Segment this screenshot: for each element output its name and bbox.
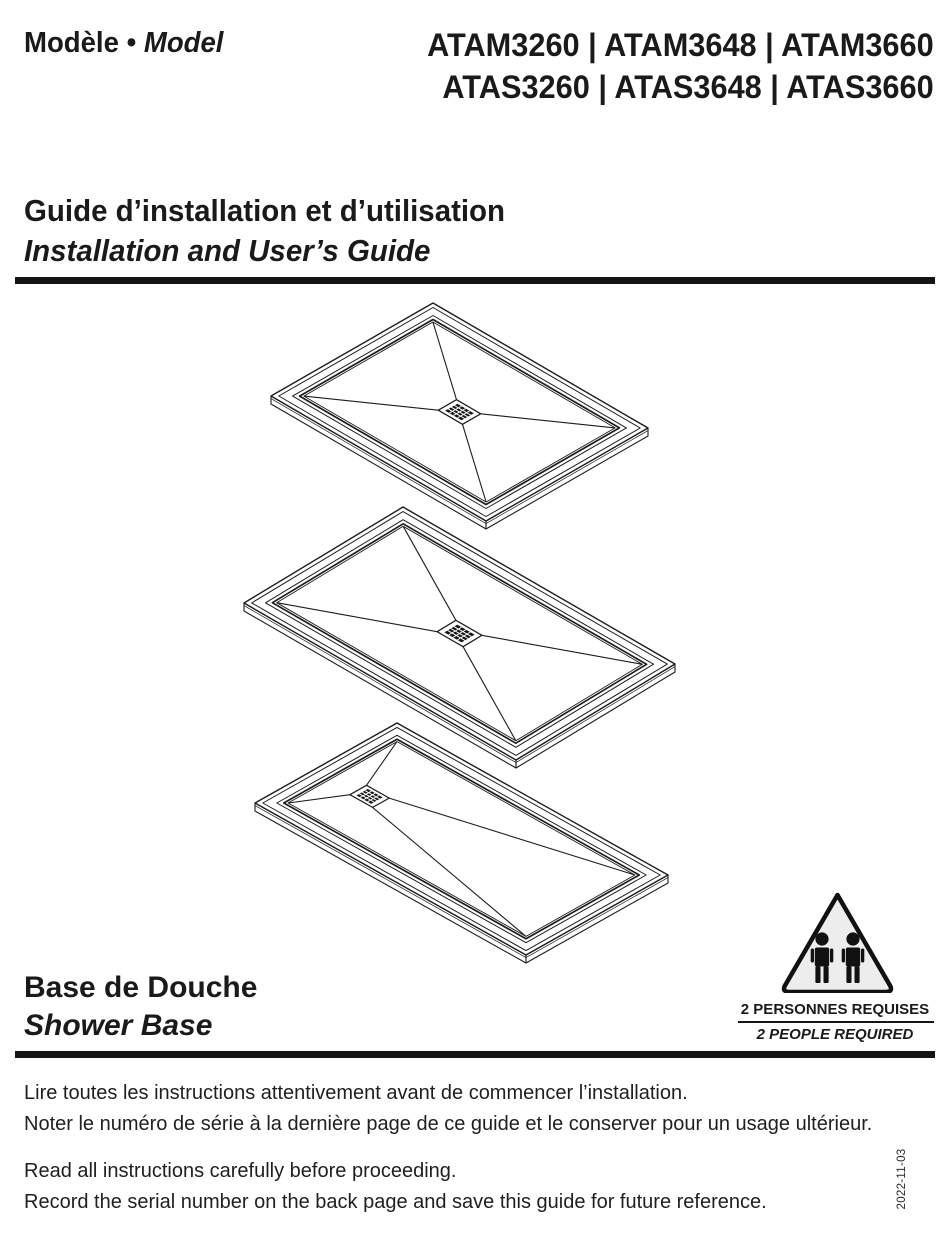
guide-title-en: Installation and User’s Guide bbox=[24, 233, 431, 268]
top-rule bbox=[15, 277, 935, 284]
model-label-fr: Modèle bbox=[24, 27, 119, 59]
caption-divider bbox=[738, 1021, 934, 1023]
model-label bbox=[24, 27, 223, 60]
instructions-fr bbox=[24, 1078, 872, 1140]
model-numbers-line2: ATAS3260 | ATAS3648 | ATAS3660 bbox=[442, 69, 934, 105]
instruction-fr-line2: Noter le numéro de série à la dernière page de ce guide et le conserver pour un usage ultérieur. bbox=[24, 1113, 873, 1135]
product-name bbox=[24, 969, 257, 1045]
instructions-en bbox=[24, 1156, 767, 1218]
shower-base-drawing-3 bbox=[255, 723, 668, 963]
instruction-en-line2: Record the serial number on the back page and save this guide for future reference. bbox=[24, 1191, 767, 1213]
model-numbers-line1: ATAM3260 | ATAM3648 | ATAM3660 bbox=[427, 27, 934, 63]
people-required-caption-fr: 2 PERSONNES REQUISES bbox=[740, 1001, 930, 1018]
product-name-fr: Base de Douche bbox=[24, 971, 258, 1004]
bullet-separator: • bbox=[126, 27, 137, 59]
model-label-en: Model bbox=[143, 27, 224, 59]
shower-base-drawing-2 bbox=[244, 507, 675, 768]
product-name-en: Shower Base bbox=[24, 1009, 213, 1042]
bottom-rule bbox=[15, 1051, 935, 1058]
shower-base-drawing-1 bbox=[271, 303, 648, 529]
revision-date: 2022-11-03 bbox=[896, 1148, 908, 1210]
people-required-caption-en: 2 PEOPLE REQUIRED bbox=[756, 1026, 914, 1043]
warning-triangle bbox=[784, 895, 891, 992]
shower-base-illustrations bbox=[0, 287, 950, 987]
guide-title-fr: Guide d’installation et d’utilisation bbox=[24, 193, 506, 228]
instruction-fr-line1: Lire toutes les instructions attentivement avant de commencer l’installation. bbox=[24, 1082, 688, 1104]
guide-title bbox=[24, 191, 505, 271]
model-numbers bbox=[427, 24, 934, 108]
two-people-warning-icon bbox=[775, 888, 900, 993]
instruction-en-line1: Read all instructions carefully before proceeding. bbox=[24, 1160, 457, 1182]
